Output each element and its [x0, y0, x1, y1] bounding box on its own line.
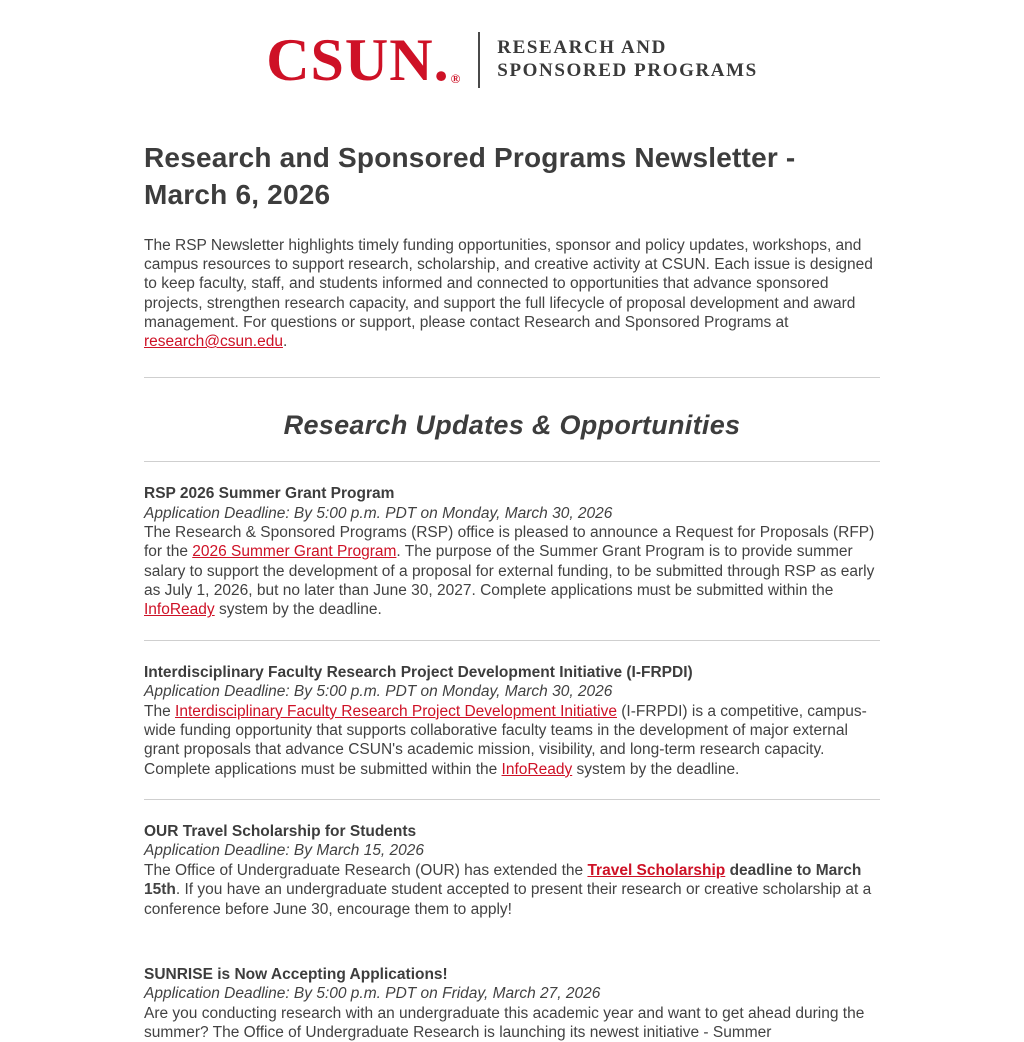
article-heading: OUR Travel Scholarship for Students — [144, 823, 417, 841]
article-body — [144, 702, 880, 780]
newsletter-page — [144, 0, 880, 1042]
csun-wordmark: CSUN. — [266, 27, 450, 93]
article-body — [144, 523, 880, 620]
article-heading: SUNRISE is Now Accepting Applications! — [144, 965, 448, 983]
brand-line-1: RESEARCH AND — [497, 37, 667, 59]
article-travel-scholarship — [144, 822, 880, 919]
page-title: Research and Sponsored Programs Newsletter - March 6, 2026 — [144, 142, 796, 210]
article-heading: RSP 2026 Summer Grant Program — [144, 485, 395, 503]
intro-divider — [144, 377, 880, 378]
body-text-segment: Are you conducting research with an undergraduate this academic year and want to get ahead during the summer? The Office of Undergraduate Research is launching its newest initiative - Summer — [144, 1004, 865, 1042]
article-heading: Interdisciplinary Faculty Research Project Development Initiative (I-FRPDI) — [144, 663, 693, 681]
travel-scholarship-link[interactable]: Travel Scholarship — [587, 861, 726, 879]
brand-text — [497, 37, 758, 83]
body-text-segment: . The purpose of the Summer Grant Program is to provide summer salary to support the development of a proposal for external funding, to be submitted through RSP as early as July 1, 2026, but no later than June 30, 2027. Complete applications must be submitted within the — [144, 543, 875, 600]
body-text-segment: (I-FRPDI) is a competitive, campus-wide funding opportunity that supports collaborative faculty teams in the development of major external grant proposals that advance CSUN's academic mission, visibility, and long-term research capacity. Complete applications must be submitted within the — [144, 702, 867, 778]
article-summer-grant — [144, 484, 880, 620]
article-deadline: Application Deadline: By 5:00 p.m. PDT on Monday, March 30, 2026 — [144, 504, 613, 522]
csun-logo — [266, 27, 462, 93]
article-divider — [144, 799, 880, 800]
article-deadline: Application Deadline: By March 15, 2026 — [144, 842, 425, 860]
intro-text: The RSP Newsletter highlights timely funding opportunities, sponsor and policy updates, workshops, and campus resources to support research, scholarship, and creative activity at CSUN. Each issue is designed to keep faculty, staff, and students informed and connected to opportunities that advance sponsored projects, strengthen research capacity, and support the full lifecycle of proposal development and award management. For questions or support, please contact Research and Sponsored Programs at — [144, 236, 873, 331]
intro-paragraph — [144, 236, 880, 351]
body-text-segment: The — [144, 702, 176, 720]
article-divider — [144, 640, 880, 641]
body-text-segment: The Research & Sponsored Programs (RSP) office is pleased to announce a Request for Proposals (RFP) for the — [144, 523, 875, 561]
summer-grant-program-link[interactable]: 2026 Summer Grant Program — [192, 543, 397, 561]
infoready-link[interactable]: InfoReady — [144, 601, 215, 619]
infoready-link[interactable]: InfoReady — [501, 760, 573, 778]
body-bold-segment: deadline to March 15th — [144, 861, 862, 899]
ifrpdi-link[interactable]: Interdisciplinary Faculty Research Project Development Initiative — [175, 702, 617, 720]
article-sunrise — [144, 965, 880, 1042]
email-link[interactable]: research@csun.edu — [144, 333, 283, 350]
article-body — [144, 1004, 880, 1042]
article-ifrpdi — [144, 663, 880, 779]
registered-trademark-icon: ® — [450, 71, 462, 87]
body-text-segment: system by the deadline. — [214, 601, 382, 619]
section-title: Research Updates & Opportunities — [283, 410, 741, 441]
body-text-segment: The Office of Undergraduate Research (OUR) has extended the — [144, 861, 588, 879]
brand-line-2: SPONSORED PROGRAMS — [497, 60, 758, 81]
section-divider — [144, 461, 880, 462]
article-body — [144, 861, 880, 919]
body-text-segment: system by the deadline. — [572, 760, 740, 778]
logo-divider — [478, 32, 480, 88]
intro-text-end: . — [282, 333, 288, 350]
body-text-segment: . If you have an undergraduate student accepted to present their research or creative scholarship at a conference before June 30, encourage them to apply! — [144, 881, 872, 918]
article-deadline: Application Deadline: By 5:00 p.m. PDT on Monday, March 30, 2026 — [144, 683, 613, 701]
article-deadline: Application Deadline: By 5:00 p.m. PDT on Friday, March 27, 2026 — [144, 985, 601, 1003]
header — [144, 27, 880, 93]
